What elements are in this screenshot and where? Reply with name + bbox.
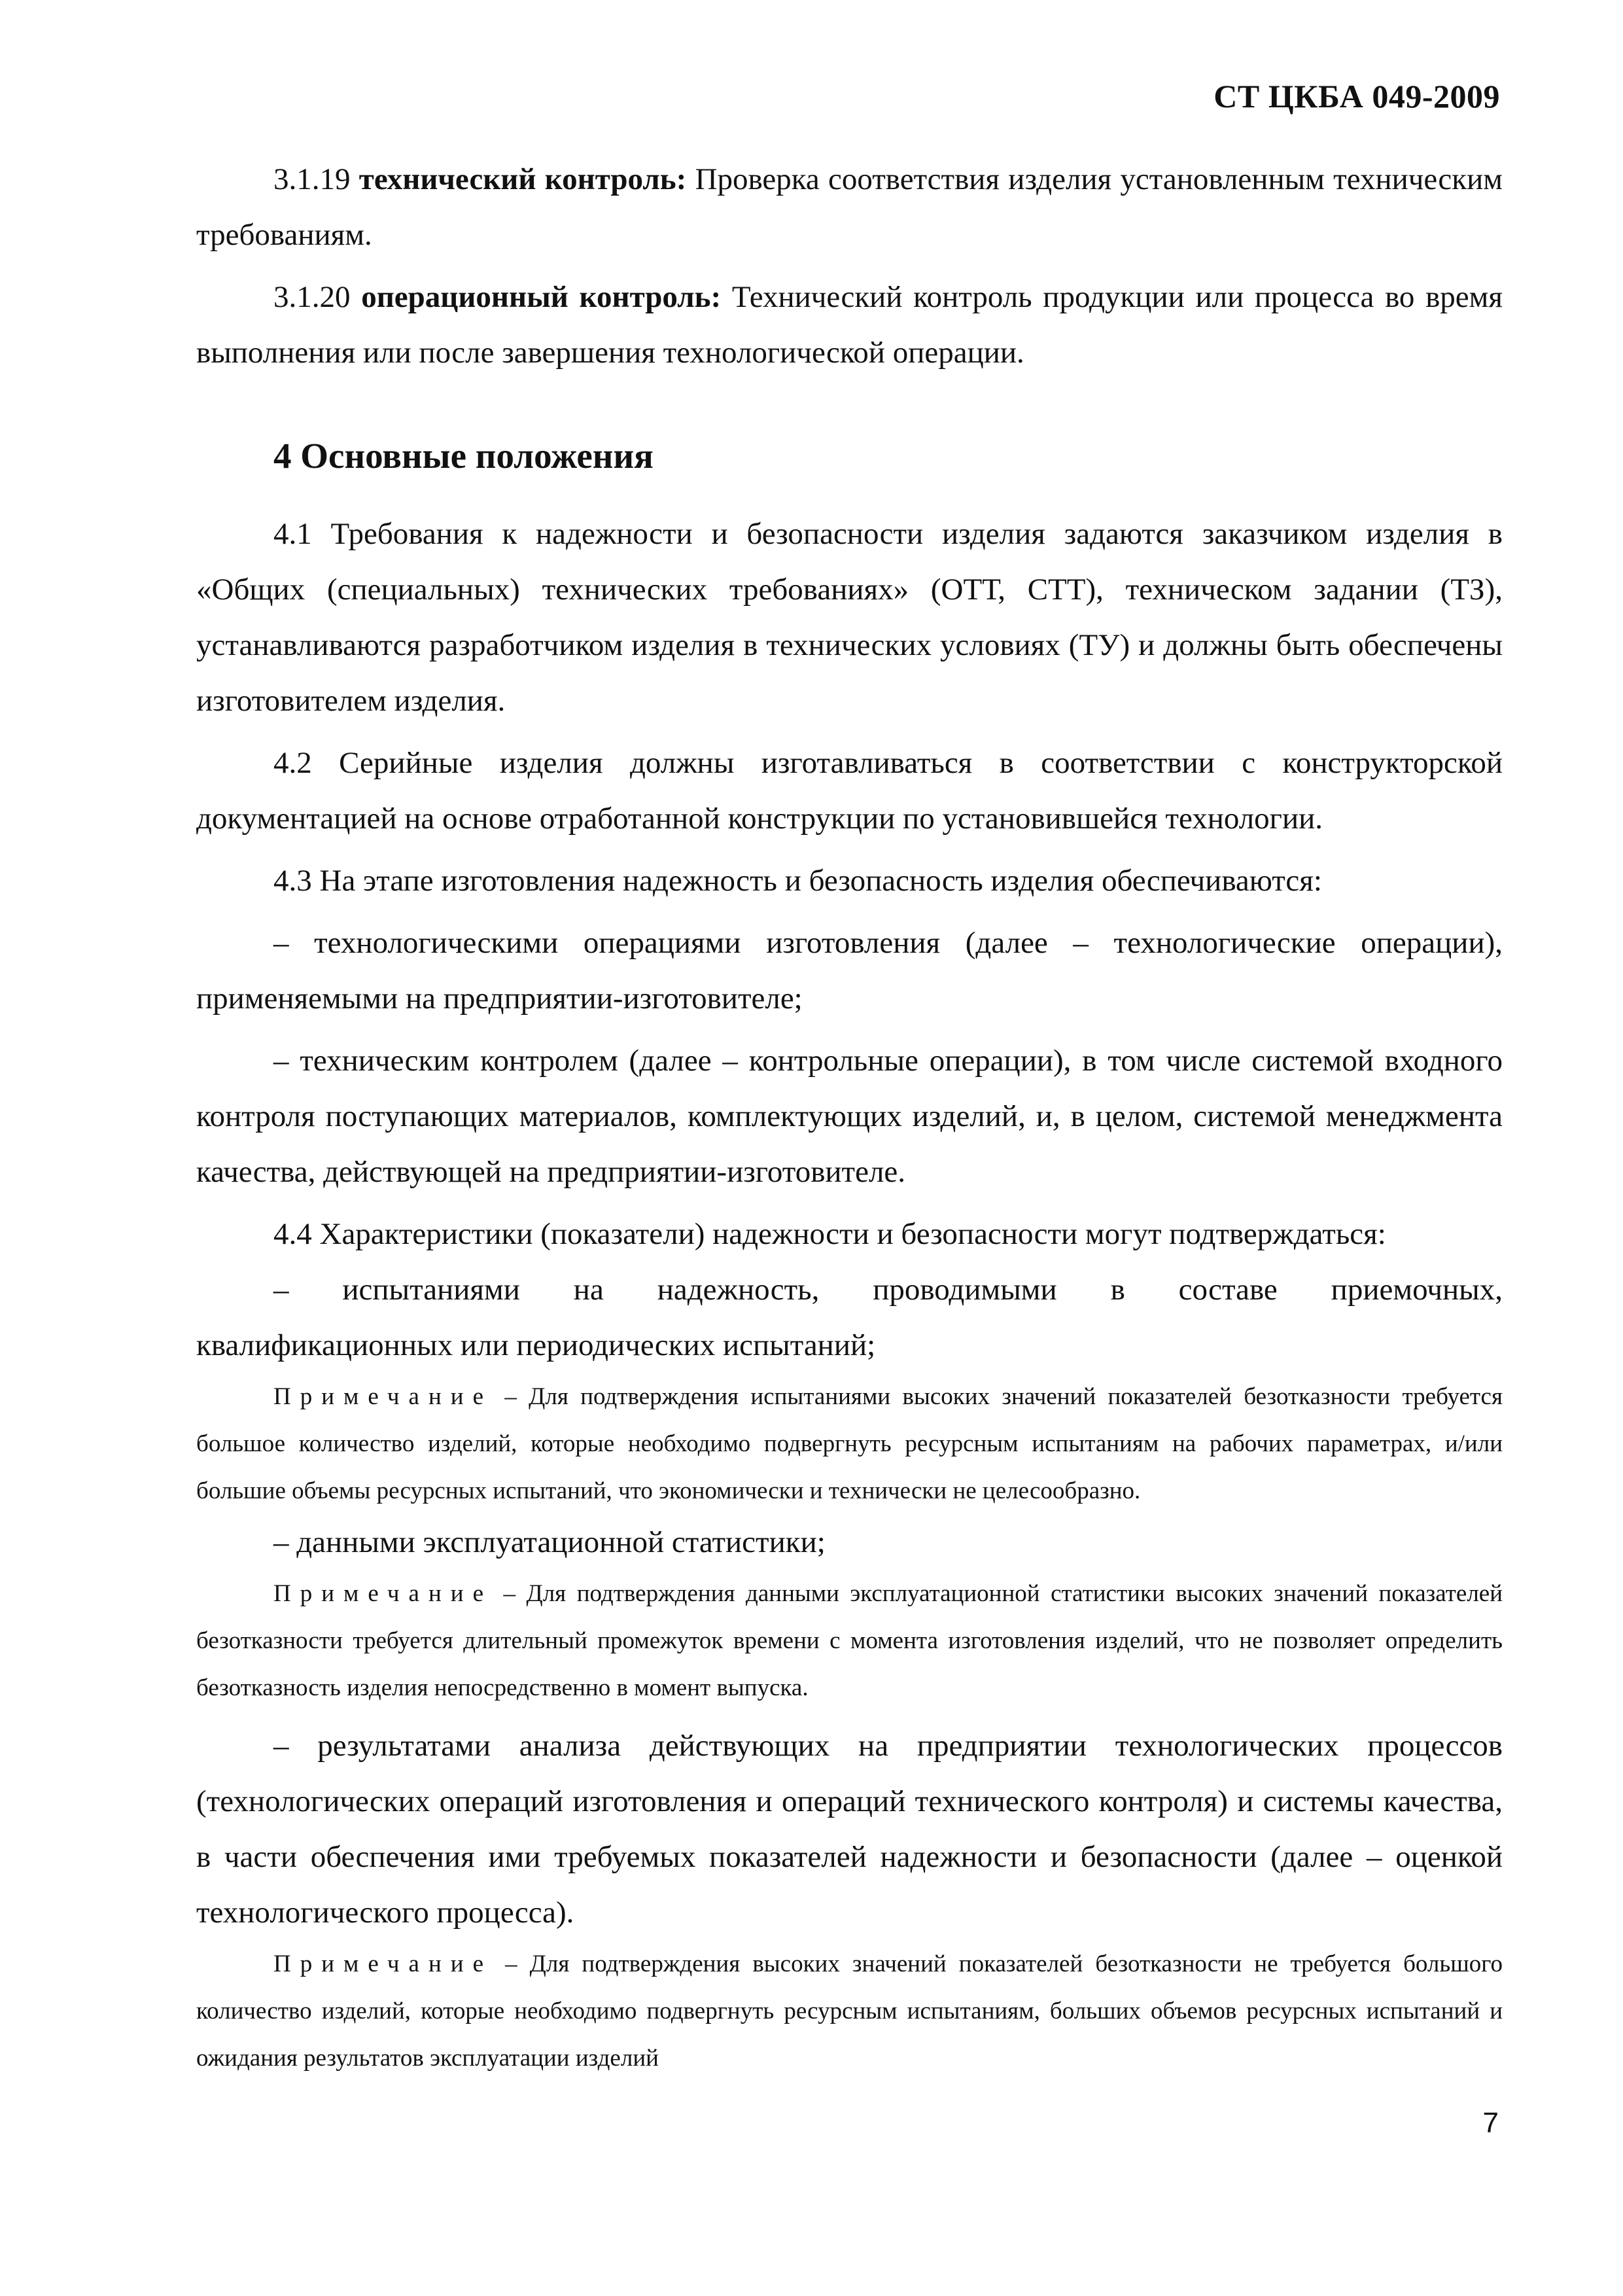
note-label: Примечание [273,1580,493,1607]
spread-line [196,1262,1503,1318]
note-process-assessment [196,1941,1503,2082]
note-text: – Для подтверждения испытаниями высоких значений показателей безотказности требуется большое количество изделий, которые необходимо подвергнуть ресурсным испытаниям на рабочих параметрах, и/или большие объемы ресурсных испытаний, что экономически и технически не целесообразно. [196,1383,1503,1504]
note-text: – Для подтверждения высоких значений показателей безотказности не требуется большого количество изделий, которые необходимо подвергнуть ресурсным испытаниям, больших объемов ресурсных испытаний и ожидания результатов эксплуатации изделий [196,1951,1503,2072]
word: на [573,1273,604,1307]
paragraph-4-4: 4.4 Характеристики (показатели) надежности и безопасности могут подтверждаться: [273,1217,1386,1251]
definition-term: технический контроль: [358,162,687,196]
document-body [196,152,1503,2082]
word: составе [1178,1273,1278,1307]
word: проводимыми [873,1273,1057,1307]
word: приемочных, [1331,1273,1503,1307]
word: – [273,1273,289,1307]
note-statistics [196,1570,1503,1712]
list-item-technical-control: – техническим контролем (далее – контрольные операции), в том числе системой входного контроля поступающих материалов, комплектующих изделий, и, в целом, системой менеджмента качества, действующей на предприятии-изготовителе. [196,1044,1503,1189]
document-code: СТ ЦКБА 049-2009 [1213,78,1500,115]
section-heading: 4 Основные положения [273,436,654,476]
note-text: – Для подтверждения данными эксплуатационной статистики высоких значений показателей безотказности требуется длительный промежуток времени с момента изготовления изделий, что не позволяет определить безотказность изделия непосредственно в момент выпуска. [196,1580,1503,1701]
paragraph-4-1: 4.1 Требования к надежности и безопасности изделия задаются заказчиком изделия в «Общих (специальных) технических требованиях» (ОТТ, СТТ), техническом задании (ТЗ), устанавливаются разработчиком изделия в технических условиях (ТУ) и должны быть обеспечены изготовителем изделия. [196,517,1503,718]
page-number: 7 [1482,2107,1499,2139]
list-item-continuation: квалификационных или периодических испытаний; [196,1328,876,1362]
definition-number: 3.1.19 [273,162,351,196]
definition-text: Проверка соответствия изделия установленным техническим требованиям. [196,162,1503,252]
paragraph-4-2: 4.2 Серийные изделия должны изготавливаться в соответствии с конструкторской документацией на основе отработанной конструкции по установившейся технологии. [196,746,1503,836]
note-label: Примечание [273,1383,493,1410]
paragraph-4-3: 4.3 На этапе изготовления надежность и безопасность изделия обеспечиваются: [273,864,1322,898]
list-item-reliability-tests [196,1262,1503,1373]
list-item-process-analysis: – результатами анализа действующих на предприятии технологических процессов (технологических операций изготовления и операций технического контроля) и системы качества, в части обеспечения ими требуемых показателей надежности и безопасности (далее – оценкой технологического процесса). [196,1729,1503,1930]
word: в [1110,1273,1125,1307]
definition-term: операционный контроль: [361,280,722,314]
note-label: Примечание [273,1951,493,1977]
list-item-operational-statistics: – данными эксплуатационной статистики; [273,1525,826,1559]
word: испытаниями [342,1273,520,1307]
note-tests [196,1373,1503,1515]
definition-text: Технический контроль продукции или процесса во время выполнения или после завершения технологической операции. [196,280,1503,370]
definition-number: 3.1.20 [273,280,351,314]
list-item-technological-operations: – технологическими операциями изготовления (далее – технологические операции), применяемыми на предприятии-изготовителе; [196,926,1503,1016]
definition-3-1-19 [196,152,1503,263]
word: надежность, [657,1273,820,1307]
definition-3-1-20 [196,270,1503,381]
